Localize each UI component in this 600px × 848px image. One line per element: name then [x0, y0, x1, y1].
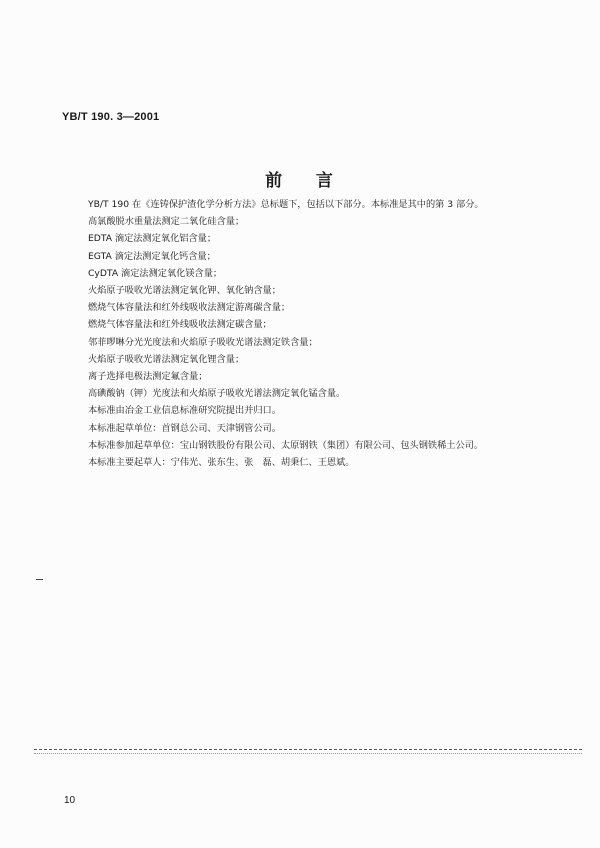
list-item: CyDTA 滴定法测定氧化镁含量；	[88, 267, 223, 279]
list-item: EGTA 滴定法测定氧化钙含量；	[88, 250, 216, 262]
page-title: 前 言	[265, 171, 335, 191]
list-item: 燃烧气体容量法和红外线吸收法测定碳含量；	[88, 319, 272, 331]
paragraph-drafters: 本标准主要起草人：宁伟光、张东生、张 磊、胡秉仁、王恩斌。	[88, 457, 355, 469]
paragraph-drafting-unit: 本标准起草单位：首钢总公司、天津钢管公司。	[88, 422, 281, 434]
list-item: 火焰原子吸收光谱法测定氧化锂含量；	[88, 353, 245, 365]
margin-mark	[36, 579, 43, 580]
list-item: 燃烧气体容量法和红外线吸收法测定游离碳含量；	[88, 302, 291, 314]
list-item: 高碘酸钠（钾）光度法和火焰原子吸收光谱法测定氧化锰含量。	[88, 388, 346, 400]
list-item: 火焰原子吸收光谱法测定氧化钾、氧化钠含量；	[88, 285, 281, 297]
paragraph-intro: YB/T 190 在《连铸保护渣化学分析方法》总标题下，包括以下部分。本标准是其中的第 3 部分。	[88, 199, 484, 210]
standard-code: YB/T 190. 3—2001	[62, 111, 160, 123]
paragraph-participating-units: 本标准参加起草单位：宝山钢铁股份有限公司、太原钢铁（集团）有限公司、包头钢铁稀土公司。	[88, 439, 484, 451]
page-number: 10	[64, 795, 76, 806]
paragraph-proposer: 本标准由冶金工业信息标准研究院提出并归口。	[88, 405, 281, 417]
list-item: EDTA 滴定法测定氧化铝含量；	[88, 233, 217, 245]
list-item: 离子选择电极法测定氟含量；	[88, 371, 208, 383]
footer-divider	[34, 749, 582, 750]
footer-divider-secondary	[34, 753, 582, 754]
list-item: 高氯酸脱水重量法测定二氧化硅含量；	[88, 216, 245, 228]
foreword-body	[88, 196, 588, 471]
list-item: 邻菲啰啉分光光度法和火焰原子吸收光谱法测定铁含量；	[88, 336, 318, 348]
